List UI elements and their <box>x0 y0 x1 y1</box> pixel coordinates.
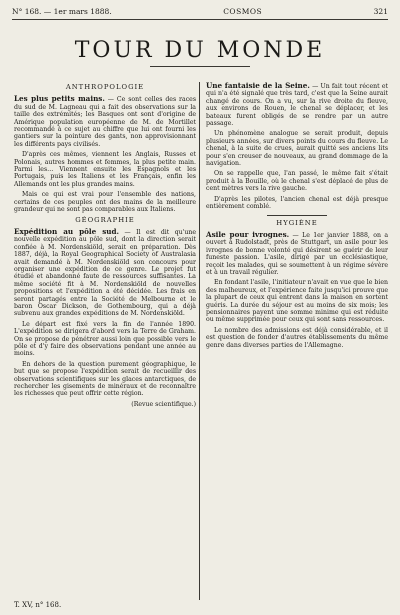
volume-footer: T. XV, n° 168. <box>14 601 62 609</box>
section-heading-hygiene: HYGIÈNE <box>276 218 318 227</box>
article-title: Asile pour ivrognes. <box>206 229 290 239</box>
source-citation: (Revue scientifique.) <box>131 400 196 408</box>
article-paragraph: Un phénomène analogue se serait produit, depuis plusieurs années, sur divers points du cours du fleuve. Le chenal, à la suite de crues, aurait quitté ses anciens lits pour s'en creuser de nouveaux, au grand dommage de la navigation. <box>206 130 388 168</box>
column-divider <box>199 82 200 600</box>
article-paragraph: D'après ces mêmes, viennent les Anglais, Russes et Polonais, autres hommes et femmes, la plus petite main. Parmi les… Viennent ensuite les Espagnols et les Portugais, puis les Italiens et les Français, enfin les Allemands ont les plus grandes mains. <box>14 151 196 188</box>
article-paragraph: On se rappelle que, l'an passé, le même fait s'était produit à la Bouille, où le chenal s'est déplacé de plus de cent mètres vers la rive gauche. <box>206 170 388 193</box>
section-heading-anthropologie: ANTHROPOLOGIE <box>65 83 145 91</box>
article-pole-sud <box>14 228 196 318</box>
article-petites-mains <box>14 95 196 148</box>
article-text: — Le 1er janvier 1888, on a ouvert à Rudolstadt, près de Stuttgart, un asile pour les ivrognes de bonne volonté qui désirent se guérir de leur funeste passion. L'asile, dirigé par un ecclésiastique, reçoit les malades, qui se soumettent à un régime sévère et à un travail régulier. <box>206 231 389 276</box>
article-text: — Un fait tout récent et qui n'a été signalé que très tard, c'est que la Seine aurait changé de cours. On a vu, sur la rive droite du fleuve, aux environs de Rouen, le chenal se déplacer, et les bateaux furent obligés de se rendre par un autre passage. <box>206 83 389 128</box>
page-number: 321 <box>373 6 388 16</box>
article-title: Une fantaisie de la Seine. <box>206 81 310 90</box>
title-rule <box>150 66 250 67</box>
article-paragraph: D'après les pilotes, l'ancien chenal est déjà presque entièrement comblé. <box>206 195 388 211</box>
article-paragraph: Le départ est fixé vers la fin de l'année 1890. L'expédition se dirigera d'abord vers la Terre de Graham. On se propose de pénétrer aussi loin que possible vers le pôle et d'y faire des observations pendant une année au moins. <box>14 320 196 358</box>
article-paragraph: En fondant l'asile, l'initiateur n'avait en vue que le bien des malheureux, et l'expérience faite jusqu'ici prouve que la plupart de ceux qui entrent dans la maison en sortent guéris. La durée du séjour est au moins de six mois; les pensionnaires payent une somme minime qui est réduite ou même supprimée pour ceux qui sont sans ressources. <box>206 279 388 324</box>
left-column <box>14 82 196 411</box>
article-title: Les plus petits mains. <box>14 94 105 104</box>
journal-name: COSMOS <box>223 6 263 16</box>
section-heading-geographie: GÉOGRAPHIE <box>75 215 135 224</box>
article-asile-ivrognes <box>206 231 388 276</box>
running-header <box>12 4 388 18</box>
article-paragraph: Le nombre des admissions est déjà considérable, et il est question de fonder d'autres établissements du même genre dans diverses parties de l'Allemagne. <box>206 326 388 349</box>
right-column <box>206 82 388 352</box>
issue-number: N° 168. — 1er mars 1888. <box>12 6 112 16</box>
article-title: Expédition au pôle sud. <box>14 226 120 236</box>
article-fantaisie-seine <box>206 82 388 127</box>
article-paragraph: En dehors de la question purement géographique, le but que se propose l'expédition serait de recueillir des observations scientifiques sur les glaces antarctiques, de rechercher les gisements de minéraux et de reconnaître les richesses que peut offrir cette région. <box>14 360 196 398</box>
article-text: — Ce sont celles des races du sud de M. Lagneau qui a fait des observations sur la taille des extrémités; les Basques ont sont d'origine de Amérique population européenne de M. de Mortillet recommandé à ce sujet au chiffre que lui ont fourni les gantiers sur la pointure des gants, non approvisionnant les différents pays civilisés. <box>14 96 196 148</box>
page-title: TOUR DU MONDE <box>74 38 326 63</box>
header-rule <box>12 19 388 20</box>
article-paragraph: Mais ce qui est vrai pour l'ensemble des nations, certains de ces peuples ont des mains de la meilleure grandeur qui ne sont pas comparables aux Italiens. <box>14 191 196 214</box>
section-separator <box>267 215 327 216</box>
article-text: — Il est dit qu'une nouvelle expédition au pôle sud, dont la direction serait confiée à M. Nordenskiöld, serait en préparation. Dès 1887, déjà, la Royal Geographical Society of Australasia avait demandé à M. Nordenskiöld son concours pour organiser une expédition de ce genre. Le projet fut étudié et abandonné faute de ressources suffisantes. La même société fit à M. Nordenskiöld de nouvelles propositions et l'expédition a été décidée. Les frais en seront partagés entre la Société de Melbourne et le baron Oscar Dickson, de Gothembourg, qui a déjà subvenu aux grandes expéditions de M. Nordenskiöld. <box>14 228 196 318</box>
